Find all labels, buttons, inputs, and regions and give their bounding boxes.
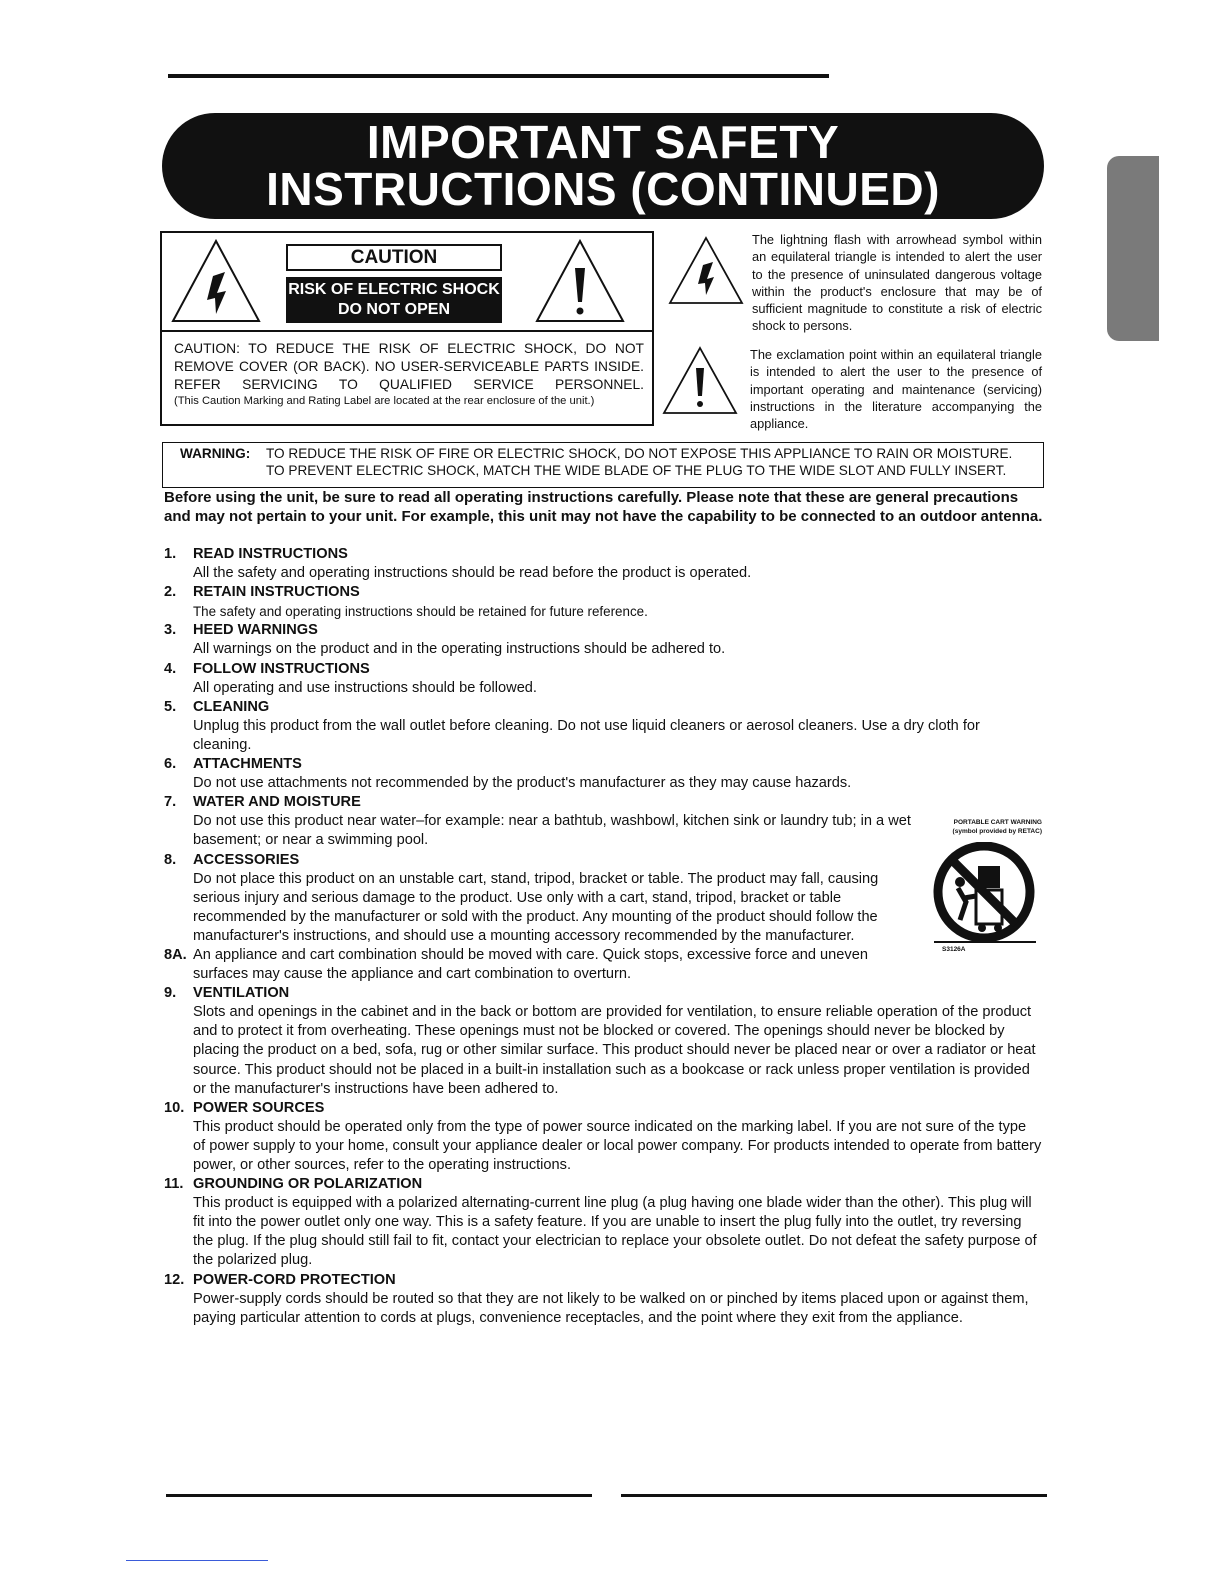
item-heading: GROUNDING OR POLARIZATION (193, 1176, 423, 1193)
list-item (164, 545, 1042, 583)
page-title-line1: IMPORTANT SAFETY (366, 116, 840, 168)
shock-warning-label (286, 277, 502, 323)
list-item (164, 1099, 1042, 1175)
cart-warning-label-line1: PORTABLE CART WARNING (953, 819, 1042, 826)
exclamation-symbol-icon (662, 346, 738, 416)
item-number: 9. (164, 985, 177, 1002)
instruction-list (164, 545, 1042, 1328)
item-body: The safety and operating instructions should be retained for future reference. (193, 604, 648, 620)
list-item (164, 946, 1042, 984)
caution-title: CAUTION (286, 244, 502, 271)
list-item (164, 1271, 1042, 1328)
list-item (164, 793, 1042, 850)
exclamation-triangle-icon (534, 238, 626, 324)
item-number: 6. (164, 756, 177, 773)
intro-paragraph: Before using the unit, be sure to read all operating instructions carefully. Please note that these are general precautions and may not pertain to your unit. For example, this unit may not have the capability to be connected to an outdoor antenna. (164, 489, 1043, 526)
item-body: Do not place this product on an unstable cart, stand, tripod, bracket or table. The product may fall, causing serious injury and serious damage to the product. Use only with a cart, stand, tripod, bracket or table recommended by the manufacturer or sold with the product. Any mounting of the product should follow the manufacturer's instructions, and should use a mounting accessory recommended by the manufacturer. (193, 870, 879, 944)
exclamation-symbol-description: The exclamation point within an equilateral triangle is intended to alert the user to the presence of important operating and maintenance (servicing) instructions in the literature accompanying the appliance. (750, 347, 1042, 432)
item-heading: POWER SOURCES (193, 1099, 325, 1116)
item-number: 8. (164, 851, 177, 868)
side-tab (1107, 156, 1159, 341)
cart-warning-label (930, 818, 1042, 836)
item-heading: CLEANING (193, 698, 270, 715)
warning-line2: TO PREVENT ELECTRIC SHOCK, MATCH THE WIDE BLADE OF THE PLUG TO THE WIDE SLOT AND FULLY INSERT. (266, 463, 1007, 478)
bottom-rule-left (166, 1494, 592, 1497)
page-title-line2: INSTRUCTIONS (CONTINUED) (266, 163, 940, 215)
warning-label: WARNING: (180, 446, 251, 461)
item-number: 7. (164, 794, 177, 811)
item-heading: VENTILATION (193, 985, 290, 1002)
item-body: All the safety and operating instructions should be read before the product is operated. (193, 565, 752, 582)
item-number: 12. (164, 1271, 185, 1288)
shock-warning-line2: DO NOT OPEN (337, 301, 450, 318)
item-body: Do not use this product near water–for example: near a bathtub, washbowl, kitchen sink or laundry tub; in a wet basement; or near a swimming pool. (193, 813, 911, 849)
portable-cart-warning-icon (930, 842, 1038, 946)
item-number: 11. (164, 1176, 184, 1193)
item-body: Unplug this product from the wall outlet before cleaning. Do not use liquid cleaners or aerosol cleaners. Use a dry cloth for cleaning. (193, 717, 980, 753)
item-number: 3. (164, 622, 177, 639)
item-body: This product is equipped with a polarized alternating-current line plug (a plug having one blade wider than the other). This plug will fit into the power outlet only one way. This is a safety feature. If you are unable to insert the plug fully into the outlet, try reversing the plug. If the plug should still fail to fit, contact your electrician to replace your obsolete outlet. Do not defeat the safety purpose of the polarized plug. (193, 1195, 1037, 1269)
item-number: 10. (164, 1099, 185, 1116)
item-body: All operating and use instructions should be followed. (193, 679, 537, 696)
caution-divider (160, 330, 654, 332)
list-item (164, 583, 1042, 621)
item-heading: FOLLOW INSTRUCTIONS (193, 660, 370, 677)
item-body: This product should be operated only from the type of power source indicated on the marking label. If you are not sure of the type of power supply to your home, consult your appliance dealer or local power company. For products intended to operate from battery power, or other sources, refer to the operating instructions. (193, 1118, 1042, 1173)
item-number: 8A. (164, 946, 187, 963)
list-item (164, 698, 1042, 755)
lightning-triangle-icon (170, 238, 262, 324)
bottom-rule-right (621, 1494, 1047, 1497)
caution-note: (This Caution Marking and Rating Label are located at the rear enclosure of the unit.) (174, 395, 595, 407)
item-body: An appliance and cart combination should be moved with care. Quick stops, excessive force and uneven surfaces may cause the appliance and cart combination to overturn. (193, 946, 868, 983)
item-number: 5. (164, 698, 177, 715)
lightning-symbol-description: The lightning flash with arrowhead symbol within an equilateral triangle is intended to alert the user to the presence of uninsulated dangerous voltage within the product's enclosure that may be of sufficient magnitude to constitute a risk of electric shock to persons. (752, 232, 1042, 334)
item-heading: ACCESSORIES (193, 851, 300, 868)
cart-warning-label-line2: (symbol provided by RETAC) (952, 828, 1042, 835)
shock-warning-line1: RISK OF ELECTRIC SHOCK (288, 281, 500, 298)
item-body: All warnings on the product and in the operating instructions should be adhered to. (193, 641, 726, 658)
item-body: Slots and openings in the cabinet and in the back or bottom are provided for ventilation, to ensure reliable operation of the product and to protect it from overheating. These openings must not be blocked or covered. The openings should never be blocked by placing the product on a bed, sofa, rug or other similar surface. This product should never be placed near or over a radiator or heat source. This product should not be placed in a built-in installation such as a bookcase or rack unless proper ventilation is provided or the manufacturer's instructions have been adhered to. (193, 1004, 1036, 1097)
item-heading: WATER AND MOISTURE (193, 794, 361, 811)
item-heading: RETAIN INSTRUCTIONS (193, 584, 360, 601)
warning-line1: TO REDUCE THE RISK OF FIRE OR ELECTRIC SHOCK, DO NOT EXPOSE THIS APPLIANCE TO RAIN OR MOISTURE. (266, 446, 1013, 461)
item-heading: ATTACHMENTS (193, 756, 302, 773)
item-heading: READ INSTRUCTIONS (193, 546, 348, 562)
item-heading: HEED WARNINGS (193, 622, 318, 639)
item-body: Do not use attachments not recommended by the product's manufacturer as they may cause hazards. (193, 775, 852, 792)
page-title-banner (162, 113, 1044, 219)
list-item (164, 660, 1042, 698)
list-item (164, 984, 1042, 1099)
item-number: 2. (164, 584, 177, 601)
list-item (164, 851, 1042, 946)
top-rule (168, 74, 829, 78)
item-number: 1. (164, 546, 177, 562)
list-item (164, 621, 1042, 659)
footer-link-underline[interactable] (126, 1560, 268, 1561)
lightning-symbol-icon (668, 236, 744, 306)
list-item (164, 1175, 1042, 1270)
cart-symbol-code: S3126A (942, 946, 966, 953)
caution-text: CAUTION: TO REDUCE THE RISK OF ELECTRIC SHOCK, DO NOT REMOVE COVER (OR BACK). NO USER-SERVICEABLE PARTS INSIDE. REFER SERVICING TO QUALIFIED SERVICE PERSONNEL. (174, 341, 644, 392)
warning-text (266, 445, 1044, 479)
item-number: 4. (164, 660, 177, 677)
list-item (164, 755, 1042, 793)
item-heading: POWER-CORD PROTECTION (193, 1271, 396, 1288)
item-body: Power-supply cords should be routed so that they are not likely to be walked on or pinched by items placed upon or against them, paying particular attention to cords at plugs, convenience receptacles, and the point where they exit from the appliance. (193, 1290, 1029, 1326)
